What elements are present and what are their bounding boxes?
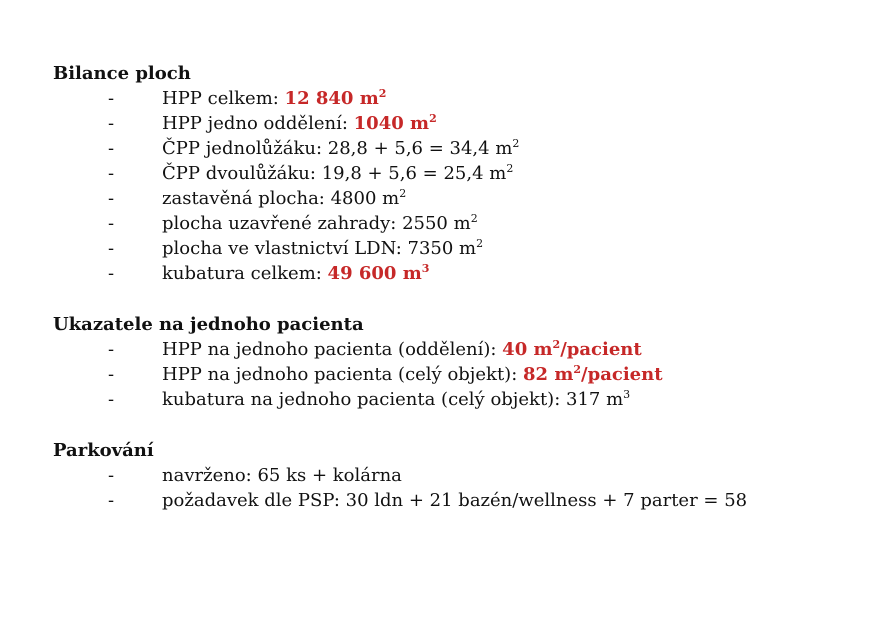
section-heading: Ukazatele na jednoho pacienta (53, 314, 364, 335)
list-item (53, 488, 873, 513)
dash-bullet: - (108, 263, 115, 284)
item-value: 65 ks + kolárna (257, 465, 402, 486)
dash-bullet: - (108, 339, 115, 360)
item-value: 4800 $m^2$ (330, 187, 407, 209)
dash-bullet: - (108, 213, 115, 234)
section-parkovani (53, 438, 873, 513)
item-label: navrženo: (162, 465, 258, 486)
dash-bullet: - (108, 88, 115, 109)
dash-bullet: - (108, 163, 115, 184)
item-exponent: 3 (421, 262, 430, 275)
list-item (53, 261, 873, 286)
item-label: plocha ve vlastnictví LDN: (162, 238, 408, 259)
item-value: 1040 $m^2$ (353, 112, 437, 134)
list-item (53, 362, 873, 387)
dash-bullet: - (108, 490, 115, 511)
item-exponent: 2 (476, 237, 484, 250)
item-value: 2550 $m^2$ (402, 212, 478, 234)
item-exponent: 2 (573, 363, 582, 376)
list-item (53, 186, 873, 211)
item-label: ČPP dvoulůžáku: (162, 163, 322, 184)
item-exponent: 2 (378, 87, 387, 100)
item-exponent: 2 (512, 137, 520, 150)
section-bilance-ploch (53, 61, 873, 286)
item-value: 49 600 $m^3$ (327, 262, 430, 284)
item-value: 7350 $m^2$ (407, 237, 484, 259)
section-heading: Bilance ploch (53, 63, 191, 84)
item-exponent: 2 (470, 212, 478, 225)
dash-bullet: - (108, 188, 115, 209)
item-value: 28,8 + 5,6 = 34,4 $m^2$ (327, 137, 520, 159)
item-label: HPP celkem: (162, 88, 285, 109)
section-heading: Parkování (53, 440, 154, 461)
item-value: 19,8 + 5,6 = 25,4 $m^2$ (321, 162, 514, 184)
item-value: 317 $m^3$ (566, 388, 631, 410)
item-exponent: 2 (429, 112, 437, 125)
dash-bullet: - (108, 138, 115, 159)
item-exponent: 2 (552, 338, 561, 351)
item-label: ČPP jednolůžáku: (162, 138, 328, 159)
dash-bullet: - (108, 364, 115, 385)
item-exponent: 2 (399, 187, 407, 200)
item-exponent: 2 (506, 162, 514, 175)
list-item (53, 136, 873, 161)
document (53, 61, 873, 539)
item-exponent: 3 (623, 388, 631, 401)
list-item (53, 86, 873, 111)
item-label: kubatura celkem: (162, 263, 328, 284)
item-label: HPP na jednoho pacienta (celý objekt): (162, 364, 523, 385)
item-value: 30 ldn + 21 bazén/wellness + 7 parter = 58 (345, 490, 748, 511)
item-value: 40 $m^2$/pacient (502, 338, 642, 360)
dash-bullet: - (108, 238, 115, 259)
item-label: zastavěná plocha: (162, 188, 331, 209)
item-value: 82 $m^2$/pacient (523, 363, 663, 385)
item-label: HPP na jednoho pacienta (oddělení): (162, 339, 503, 360)
list-item (53, 463, 873, 488)
section-ukazatele (53, 312, 873, 412)
item-label: kubatura na jednoho pacienta (celý objekt): (162, 389, 566, 410)
item-label: HPP jedno oddělení: (162, 113, 354, 134)
list-item (53, 211, 873, 236)
item-label: plocha uzavřené zahrady: (162, 213, 403, 234)
dash-bullet: - (108, 465, 115, 486)
list-item (53, 111, 873, 136)
item-label: požadavek dle PSP: (162, 490, 346, 511)
dash-bullet: - (108, 389, 115, 410)
list-item (53, 387, 873, 412)
item-value: 12 840 $m^2$ (284, 87, 387, 109)
list-item (53, 236, 873, 261)
list-item (53, 161, 873, 186)
dash-bullet: - (108, 113, 115, 134)
list-item (53, 337, 873, 362)
